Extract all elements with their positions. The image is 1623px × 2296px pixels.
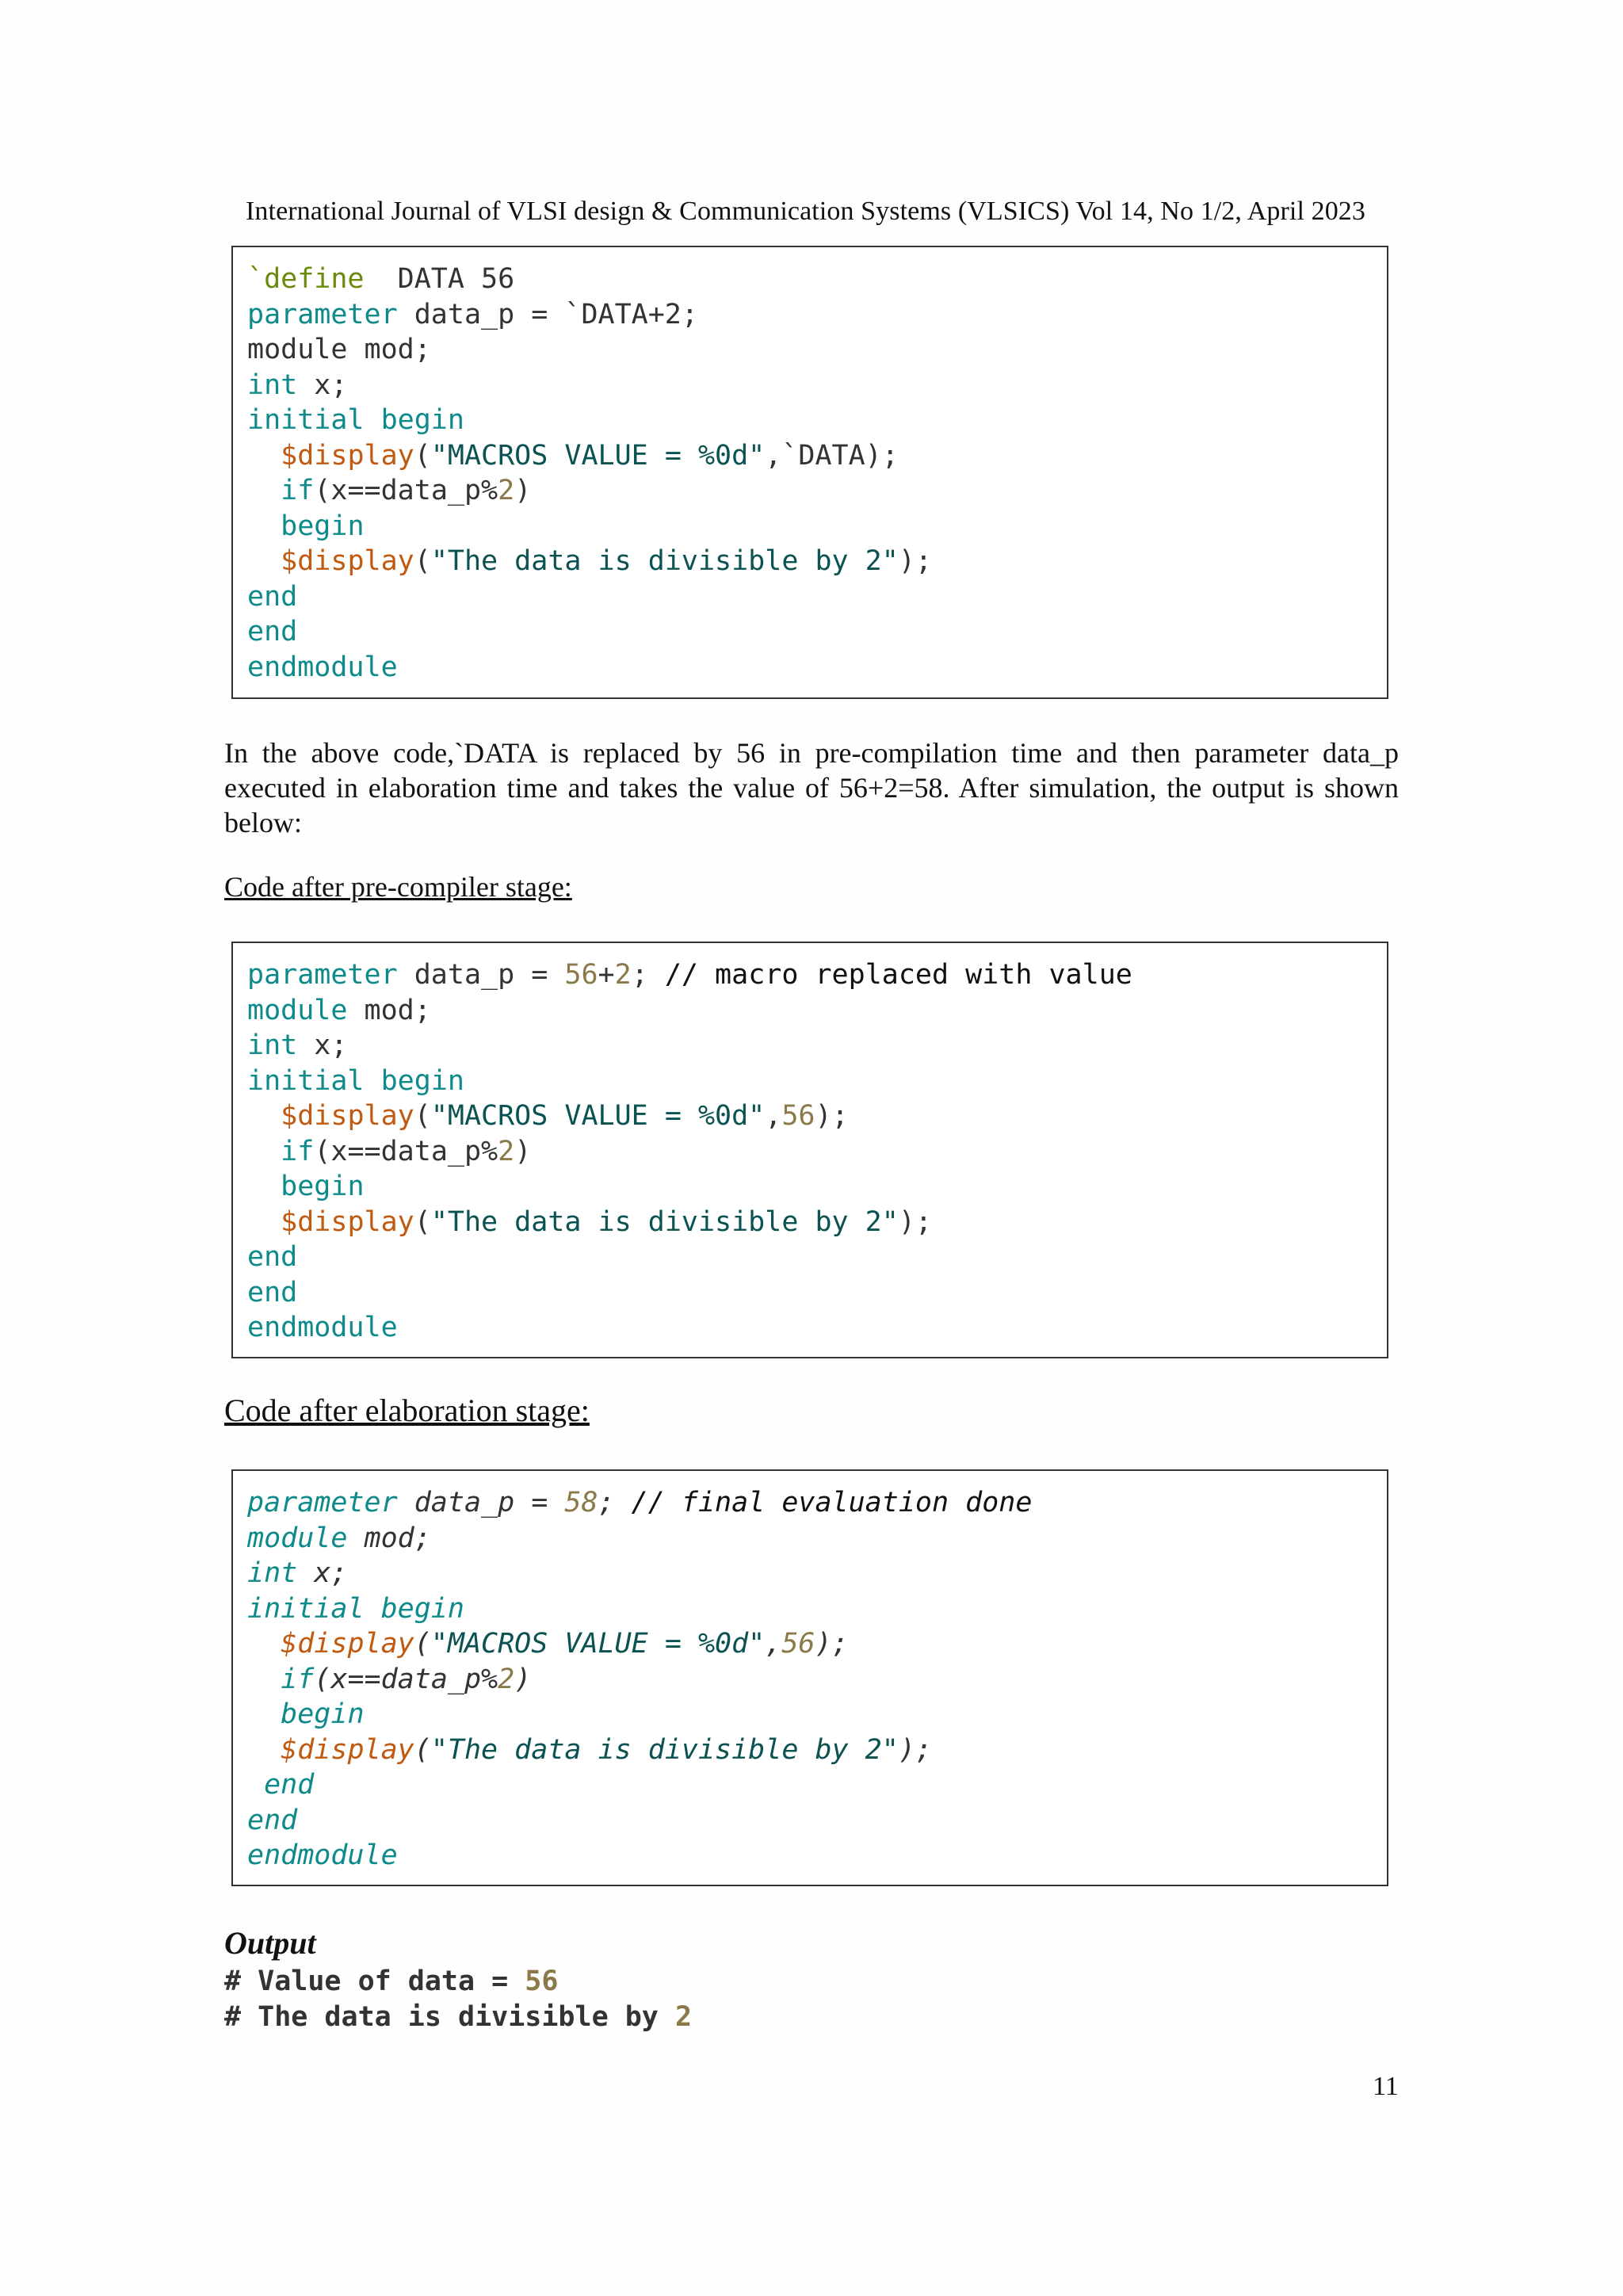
code-token: // macro replaced with value bbox=[647, 959, 1132, 991]
code-token: "MACROS VALUE = %0d" bbox=[430, 1100, 766, 1132]
code-token bbox=[247, 1698, 281, 1730]
code-token: end bbox=[247, 1241, 298, 1273]
code-token: "MACROS VALUE = %0d" bbox=[430, 439, 766, 472]
code-line bbox=[247, 1733, 1032, 1768]
code-token bbox=[247, 1734, 281, 1766]
code-token: ( bbox=[414, 1628, 431, 1660]
code-token: if bbox=[281, 1135, 315, 1167]
code-token: module mod; bbox=[247, 334, 431, 365]
code-token: `define bbox=[247, 263, 365, 295]
output-label: Output bbox=[224, 1925, 316, 1961]
code-token bbox=[247, 440, 281, 472]
code-token: end bbox=[247, 1804, 298, 1836]
heading-precompiler-stage: Code after pre-compiler stage: bbox=[224, 871, 572, 903]
code-token: ; bbox=[631, 959, 648, 991]
code-token: if bbox=[281, 1663, 315, 1695]
code-token: endmodule bbox=[247, 651, 398, 683]
code-token bbox=[247, 510, 281, 542]
code-line bbox=[247, 1275, 1132, 1311]
code-token: endmodule bbox=[247, 1312, 398, 1343]
code-token: ( bbox=[414, 1100, 431, 1132]
code-line bbox=[247, 1803, 1032, 1839]
code-token: initial begin bbox=[247, 404, 464, 436]
code-line bbox=[247, 1591, 1032, 1627]
code-token: parameter bbox=[247, 959, 398, 991]
code-token bbox=[247, 475, 281, 506]
code-token: ); bbox=[898, 545, 932, 577]
code-line bbox=[247, 438, 932, 474]
code-token: + bbox=[598, 959, 615, 991]
code-line bbox=[247, 332, 932, 368]
code-token: int bbox=[247, 1030, 298, 1061]
code-token: x; bbox=[297, 1557, 348, 1589]
code-line bbox=[247, 993, 1132, 1029]
code-token: begin bbox=[281, 1698, 365, 1730]
code-token: ); bbox=[898, 1205, 932, 1238]
code-token: end bbox=[247, 616, 298, 648]
code-token: "MACROS VALUE = %0d" bbox=[430, 1628, 766, 1660]
code-token: 56 bbox=[781, 1100, 815, 1132]
code-token: end bbox=[247, 580, 298, 613]
code-token: ) bbox=[514, 1135, 532, 1167]
code-token bbox=[247, 1171, 281, 1202]
code-token: int bbox=[247, 1557, 298, 1589]
code-token: , bbox=[765, 1100, 782, 1132]
code-token: mod; bbox=[347, 1522, 431, 1554]
code-token bbox=[247, 1664, 281, 1695]
code-token: x; bbox=[297, 369, 348, 401]
code-token: "The data is divisible by 2" bbox=[430, 1205, 899, 1238]
body-paragraph: In the above code,`DATA is replaced by 56 in pre-compilation time and then parameter data_p executed in elaboration time and takes the value of 56+2=58. After simulation, the output is shown below: bbox=[224, 737, 1399, 839]
code-token: if bbox=[281, 475, 315, 506]
code-token: , bbox=[765, 1628, 782, 1660]
code-line bbox=[247, 1028, 1132, 1064]
code-line bbox=[247, 1485, 1032, 1521]
heading-elaboration-stage: Code after elaboration stage: bbox=[224, 1392, 590, 1428]
code-token: parameter bbox=[247, 1487, 398, 1519]
code-token bbox=[247, 1206, 281, 1238]
code-token: begin bbox=[281, 1171, 365, 1202]
code-token: ); bbox=[898, 1733, 932, 1766]
code-token: (x==data_p% bbox=[314, 475, 498, 506]
code-token: module bbox=[247, 994, 348, 1026]
code-line bbox=[247, 1662, 1032, 1698]
code-token: 2 bbox=[498, 1663, 515, 1695]
code-line bbox=[247, 403, 932, 438]
code-line bbox=[247, 473, 932, 509]
code-block-original bbox=[231, 246, 1388, 699]
code-line bbox=[247, 579, 932, 615]
code-token: "The data is divisible by 2" bbox=[430, 545, 899, 577]
code-line bbox=[247, 1240, 1132, 1275]
code-block-precompiled bbox=[231, 942, 1388, 1358]
code-token: end bbox=[247, 1769, 315, 1801]
code-token: 2 bbox=[498, 475, 515, 506]
code-token: $display bbox=[281, 1205, 414, 1238]
code-token: ); bbox=[815, 1628, 849, 1660]
code-token: ); bbox=[815, 1100, 849, 1132]
code-token: 58 bbox=[564, 1487, 598, 1519]
code-token: ) bbox=[514, 475, 532, 506]
code-token: $display bbox=[281, 545, 414, 577]
code-line bbox=[247, 1064, 1132, 1099]
code-line bbox=[247, 957, 1132, 993]
code-listing bbox=[247, 1485, 1032, 1874]
code-token: initial begin bbox=[247, 1064, 464, 1097]
code-token: 2 bbox=[498, 1135, 515, 1167]
code-listing bbox=[247, 262, 932, 685]
code-token bbox=[247, 545, 281, 577]
code-token: ( bbox=[414, 1733, 431, 1766]
code-line bbox=[247, 1098, 1132, 1134]
code-token bbox=[247, 1628, 281, 1660]
code-token bbox=[247, 1100, 281, 1132]
code-token: data_p = `DATA+2; bbox=[397, 298, 698, 330]
code-token: ,`DATA); bbox=[765, 439, 899, 472]
code-line bbox=[247, 1521, 1032, 1557]
code-token: mod; bbox=[347, 994, 431, 1026]
code-line bbox=[247, 1626, 1032, 1662]
code-token: initial begin bbox=[247, 1592, 464, 1625]
code-line bbox=[224, 2000, 692, 2035]
code-token: x; bbox=[297, 1030, 348, 1061]
code-token: int bbox=[247, 369, 298, 401]
code-token: 2 bbox=[614, 959, 632, 991]
code-line bbox=[247, 1310, 1132, 1346]
code-token: ) bbox=[514, 1663, 532, 1695]
journal-header: International Journal of VLSI design & Communication Systems (VLSICS) Vol 14, No 1/2, April 2023 bbox=[246, 197, 1365, 226]
code-listing bbox=[247, 957, 1132, 1346]
code-token: ( bbox=[414, 1205, 431, 1238]
code-token: (x==data_p% bbox=[314, 1135, 498, 1167]
code-line bbox=[247, 297, 932, 333]
code-line bbox=[247, 614, 932, 650]
code-line bbox=[247, 1169, 1132, 1205]
code-line bbox=[247, 1838, 1032, 1874]
code-token: $display bbox=[281, 439, 414, 472]
code-line bbox=[247, 544, 932, 579]
code-token: data_p = bbox=[397, 959, 565, 991]
code-line bbox=[247, 1556, 1032, 1591]
code-token: 56 bbox=[564, 959, 598, 991]
code-token: parameter bbox=[247, 298, 398, 330]
code-line bbox=[247, 650, 932, 686]
code-token: ( bbox=[414, 545, 431, 577]
code-token: ; bbox=[598, 1487, 615, 1519]
code-line bbox=[247, 1767, 1032, 1803]
code-line bbox=[247, 262, 932, 297]
code-token: 2 bbox=[674, 2000, 693, 2033]
code-token: data_p = bbox=[397, 1487, 565, 1519]
code-token: ( bbox=[414, 439, 431, 472]
code-token: module bbox=[247, 1522, 348, 1554]
code-token: $display bbox=[281, 1733, 414, 1766]
code-token: # Value of data = bbox=[224, 1966, 525, 1997]
simulation-output bbox=[224, 1964, 692, 2034]
code-block-elaborated bbox=[231, 1469, 1388, 1886]
code-token: (x==data_p% bbox=[314, 1663, 498, 1695]
code-line bbox=[224, 1964, 692, 2000]
code-line bbox=[247, 1134, 1132, 1170]
code-token: begin bbox=[281, 510, 365, 542]
code-line bbox=[247, 1697, 1032, 1733]
code-token: "The data is divisible by 2" bbox=[430, 1733, 899, 1766]
code-token: endmodule bbox=[247, 1839, 398, 1871]
code-token: $display bbox=[281, 1100, 414, 1132]
code-token: end bbox=[247, 1276, 298, 1308]
code-token: DATA 56 bbox=[364, 263, 515, 295]
code-token: $display bbox=[281, 1628, 414, 1660]
page-number: 11 bbox=[1373, 2072, 1399, 2101]
code-line bbox=[247, 509, 932, 544]
code-line bbox=[247, 1205, 1132, 1240]
code-token bbox=[247, 1136, 281, 1167]
code-token: 56 bbox=[781, 1628, 815, 1660]
code-line bbox=[247, 368, 932, 403]
code-token: # The data is divisible by bbox=[224, 2000, 675, 2033]
code-token: 56 bbox=[525, 1966, 559, 1997]
code-token: // final evaluation done bbox=[614, 1487, 1033, 1519]
